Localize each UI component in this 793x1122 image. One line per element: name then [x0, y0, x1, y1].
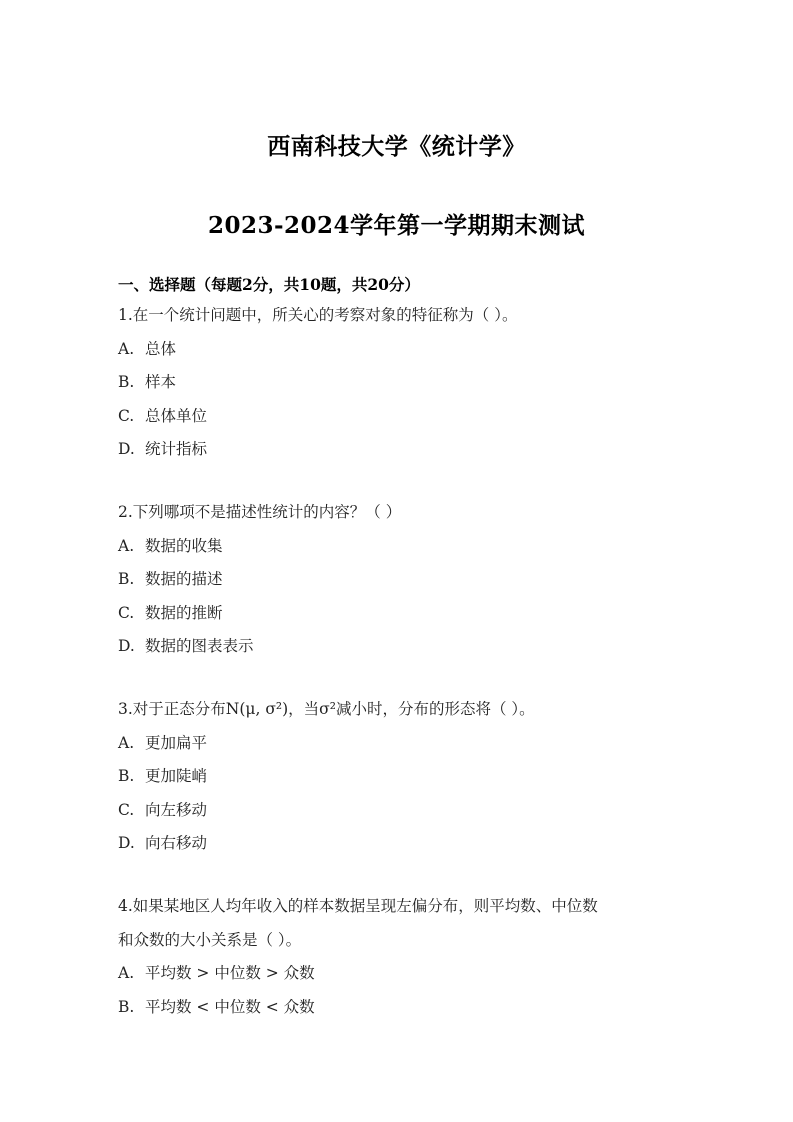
- question-stem: 3.对于正态分布N(μ, σ²)，当σ²减小时，分布的形态将（ ）。: [118, 699, 535, 718]
- option-letter: A.: [118, 339, 135, 358]
- option-text: 数据的图表表示: [145, 637, 254, 656]
- option-b: [118, 563, 693, 597]
- option-letter: D.: [118, 637, 135, 656]
- option-text: 更加陡峭: [145, 767, 208, 786]
- option-letter: D.: [118, 440, 135, 459]
- option-text: 更加扁平: [145, 733, 208, 752]
- question-1: [118, 299, 693, 467]
- option-letter: C.: [118, 603, 135, 622]
- option-c: [118, 794, 693, 828]
- option-a: [118, 957, 693, 991]
- option-text: 总体单位: [145, 406, 208, 425]
- option-a: [118, 530, 693, 564]
- option-letter: A.: [118, 964, 135, 983]
- question-stem-line-1: 4.如果某地区人均年收入的样本数据呈现左偏分布，则平均数、中位数: [118, 896, 598, 915]
- option-b: [118, 366, 693, 400]
- question-stem-line-2: 和众数的大小关系是（ ）。: [118, 930, 302, 949]
- option-d: [118, 827, 693, 861]
- option-text: 数据的收集: [145, 536, 223, 555]
- option-letter: B.: [118, 570, 135, 589]
- option-text: 数据的推断: [145, 603, 223, 622]
- option-text: 向右移动: [145, 834, 208, 853]
- question-4: [118, 890, 693, 1024]
- exam-content: [118, 271, 693, 1024]
- option-text: 平均数 < 中位数 < 众数: [145, 997, 315, 1016]
- option-letter: D.: [118, 834, 135, 853]
- option-d: [118, 433, 693, 467]
- option-text: 样本: [145, 373, 177, 392]
- document-subtitle: 2023-2024学年第一学期期末测试: [207, 212, 586, 239]
- option-b: [118, 760, 693, 794]
- question-3: [118, 693, 693, 861]
- option-letter: B.: [118, 373, 135, 392]
- option-text: 统计指标: [145, 440, 208, 459]
- option-c: [118, 597, 693, 631]
- option-letter: C.: [118, 800, 135, 819]
- option-text: 平均数 > 中位数 > 众数: [145, 964, 315, 983]
- option-b: [118, 991, 693, 1025]
- option-a: [118, 333, 693, 367]
- option-text: 向左移动: [145, 800, 208, 819]
- option-letter: C.: [118, 406, 135, 425]
- option-letter: A.: [118, 536, 135, 555]
- option-letter: A.: [118, 733, 135, 752]
- document-title: 西南科技大学《统计学》: [267, 133, 526, 160]
- option-a: [118, 727, 693, 761]
- option-text: 总体: [145, 339, 177, 358]
- option-letter: B.: [118, 997, 135, 1016]
- option-text: 数据的描述: [145, 570, 223, 589]
- question-stem: 2.下列哪项不是描述性统计的内容？（ ）: [118, 502, 402, 521]
- spacer: [118, 861, 693, 890]
- question-2: [118, 496, 693, 664]
- question-stem: 1.在一个统计问题中，所关心的考察对象的特征称为（ ）。: [118, 306, 518, 324]
- section-heading: 一、选择题（每题2分，共10题，共20分）: [118, 275, 420, 294]
- spacer: [118, 664, 693, 693]
- spacer: [118, 467, 693, 496]
- option-c: [118, 400, 693, 434]
- option-letter: B.: [118, 767, 135, 786]
- option-d: [118, 630, 693, 664]
